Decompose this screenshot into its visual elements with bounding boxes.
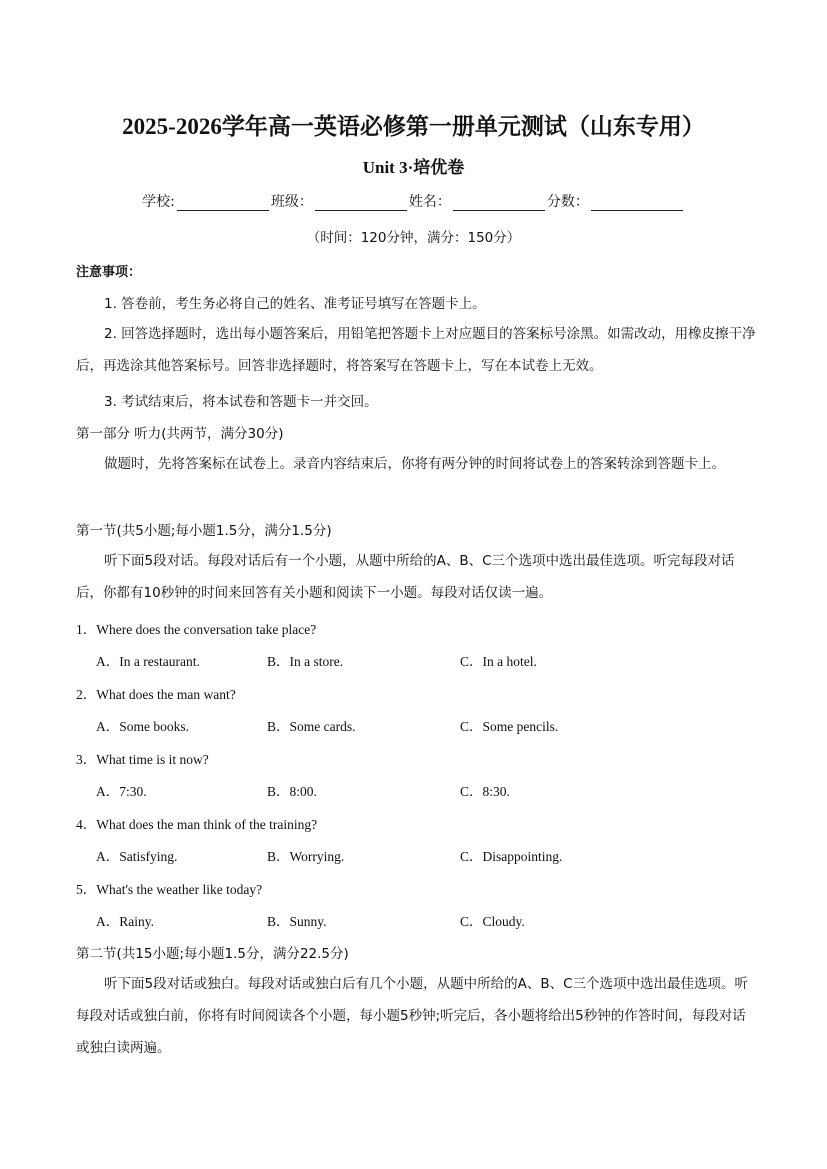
name-blank[interactable] (453, 194, 545, 211)
part1-instruction: 做题时，先将答案标在试卷上。录音内容结束后，你将有两分钟的时间将试卷上的答案转涂到答题卡上。 (104, 456, 725, 472)
option-c: C．In a hotel. (460, 654, 537, 669)
option-c: C．8:30. (460, 784, 510, 799)
name-label: 姓名： (408, 194, 451, 210)
student-info-row (0, 191, 827, 211)
option-a: A．Some books. (96, 719, 190, 734)
option-b: B．8:00. (267, 784, 317, 799)
school-label: 学校: (142, 194, 175, 210)
exam-subtitle: Unit 3·培优卷 (362, 158, 465, 177)
class-blank[interactable] (315, 194, 407, 211)
question-stem: 4．What does the man think of the training? (76, 817, 318, 832)
time-note: （时间：120分钟，满分：150分） (306, 230, 521, 246)
option-b: B．Worrying. (267, 849, 345, 864)
notice-item: 1. 答卷前，考生务必将自己的姓名、准考证号填写在答题卡上。 (104, 296, 486, 312)
score-blank[interactable] (591, 194, 683, 211)
part1-heading: 第一部分 听力(共两节，满分30分) (76, 426, 284, 442)
section1-instruction: 听下面5段对话。每段对话后有一个小题，从题中所给的A、B、C三个选项中选出最佳选项。听完每段对话后，你都有10秒钟的时间来回答有关小题和阅读下一小题。每段对话仅读一遍。 (76, 553, 735, 601)
notice-heading: 注意事项： (76, 265, 142, 280)
option-a: A．Rainy. (96, 914, 154, 929)
option-a: A．Satisfying. (96, 849, 178, 864)
option-c: C．Disappointing. (460, 849, 563, 864)
notice-item: 3. 考试结束后，将本试卷和答题卡一并交回。 (104, 394, 378, 410)
option-a: A．In a restaurant. (96, 654, 200, 669)
school-blank[interactable] (177, 194, 269, 211)
option-a: A．7:30. (96, 784, 147, 799)
question-stem: 1．Where does the conversation take place? (76, 622, 317, 637)
option-c: C．Some pencils. (460, 719, 559, 734)
option-b: B．Some cards. (267, 719, 356, 734)
question-stem: 2．What does the man want? (76, 687, 236, 702)
score-label: 分数： (546, 194, 589, 210)
notice-item: 2. 回答选择题时，选出每小题答案后，用铅笔把答题卡上对应题目的答案标号涂黑。如需改动，用橡皮擦干净后，再选涂其他答案标号。回答非选择题时，将答案写在答题卡上，写在本试卷上无效。 (76, 326, 756, 374)
section1-heading: 第一节(共5小题;每小题1.5分，满分1.5分) (76, 523, 332, 539)
option-b: B．Sunny. (267, 914, 327, 929)
exam-title: 2025-2026学年高一英语必修第一册单元测试（山东专用） (122, 114, 705, 139)
option-c: C．Cloudy. (460, 914, 525, 929)
section2-heading: 第二节(共15小题;每小题1.5分，满分22.5分) (76, 946, 349, 962)
class-label: 班级： (270, 194, 313, 210)
question-stem: 5．What's the weather like today? (76, 882, 263, 897)
question-stem: 3．What time is it now? (76, 752, 209, 767)
section2-instruction: 听下面5段对话或独白。每段对话或独白后有几个小题，从题中所给的A、B、C三个选项中选出最佳选项。听每段对话或独白前，你将有时间阅读各个小题，每小题5秒钟;听完后，各小题将给出5秒钟的作答时间，每段对话或独白读两遍。 (76, 976, 749, 1056)
option-b: B．In a store. (267, 654, 344, 669)
